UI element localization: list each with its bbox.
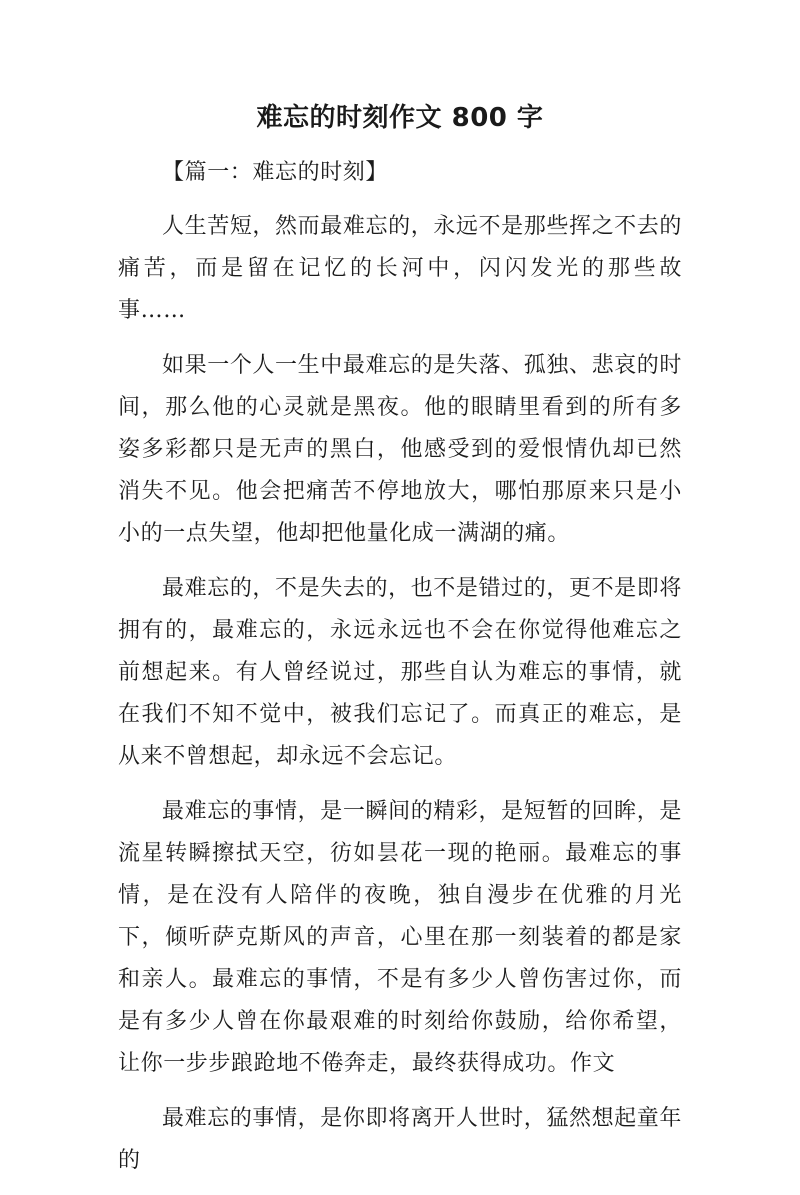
section-heading: 【篇一：难忘的时刻】: [162, 160, 389, 185]
paragraph-5: 最难忘的事情，是你即将离开人世时，猛然想起童年的: [118, 1106, 682, 1173]
document-body: [118, 152, 682, 1195]
paragraph-4: 最难忘的事情，是一瞬间的精彩，是短暂的回眸，是流星转瞬擦拭天空，彷如昙花一现的艳丽。最难忘的事情，是在没有人陪伴的夜晚，独自漫步在优雅的月光下，倾听萨克斯风的声音，心里在那一刻装着的都是家和亲人。最难忘的事情，不是有多少人曾伤害过你，而是有多少人曾在你最艰难的时刻给你鼓励，给你希望，让你一步步踉跄地不倦奔走，最终获得成功。作文: [118, 799, 682, 1076]
paragraph-1: 人生苦短，然而最难忘的，永远不是那些挥之不去的痛苦，而是留在记忆的长河中，闪闪发光的那些故事……: [118, 214, 682, 323]
paragraph-2: 如果一个人一生中最难忘的是失落、孤独、悲哀的时间，那么他的心灵就是黑夜。他的眼睛里看到的所有多姿多彩都只是无声的黑白，他感受到的爱恨情仇却已然消失不见。他会把痛苦不停地放大，哪怕那原来只是小小的一点失望，他却把他量化成一满湖的痛。: [118, 353, 682, 546]
document-title: 难忘的时刻作文 800 字: [256, 103, 544, 133]
paragraph-3: 最难忘的，不是失去的，也不是错过的，更不是即将拥有的，最难忘的，永远永远也不会在你觉得他难忘之前想起来。有人曾经说过，那些自认为难忘的事情，就在我们不知不觉中，被我们忘记了。而真正的难忘，是从来不曾想起，却永远不会忘记。: [118, 576, 682, 769]
